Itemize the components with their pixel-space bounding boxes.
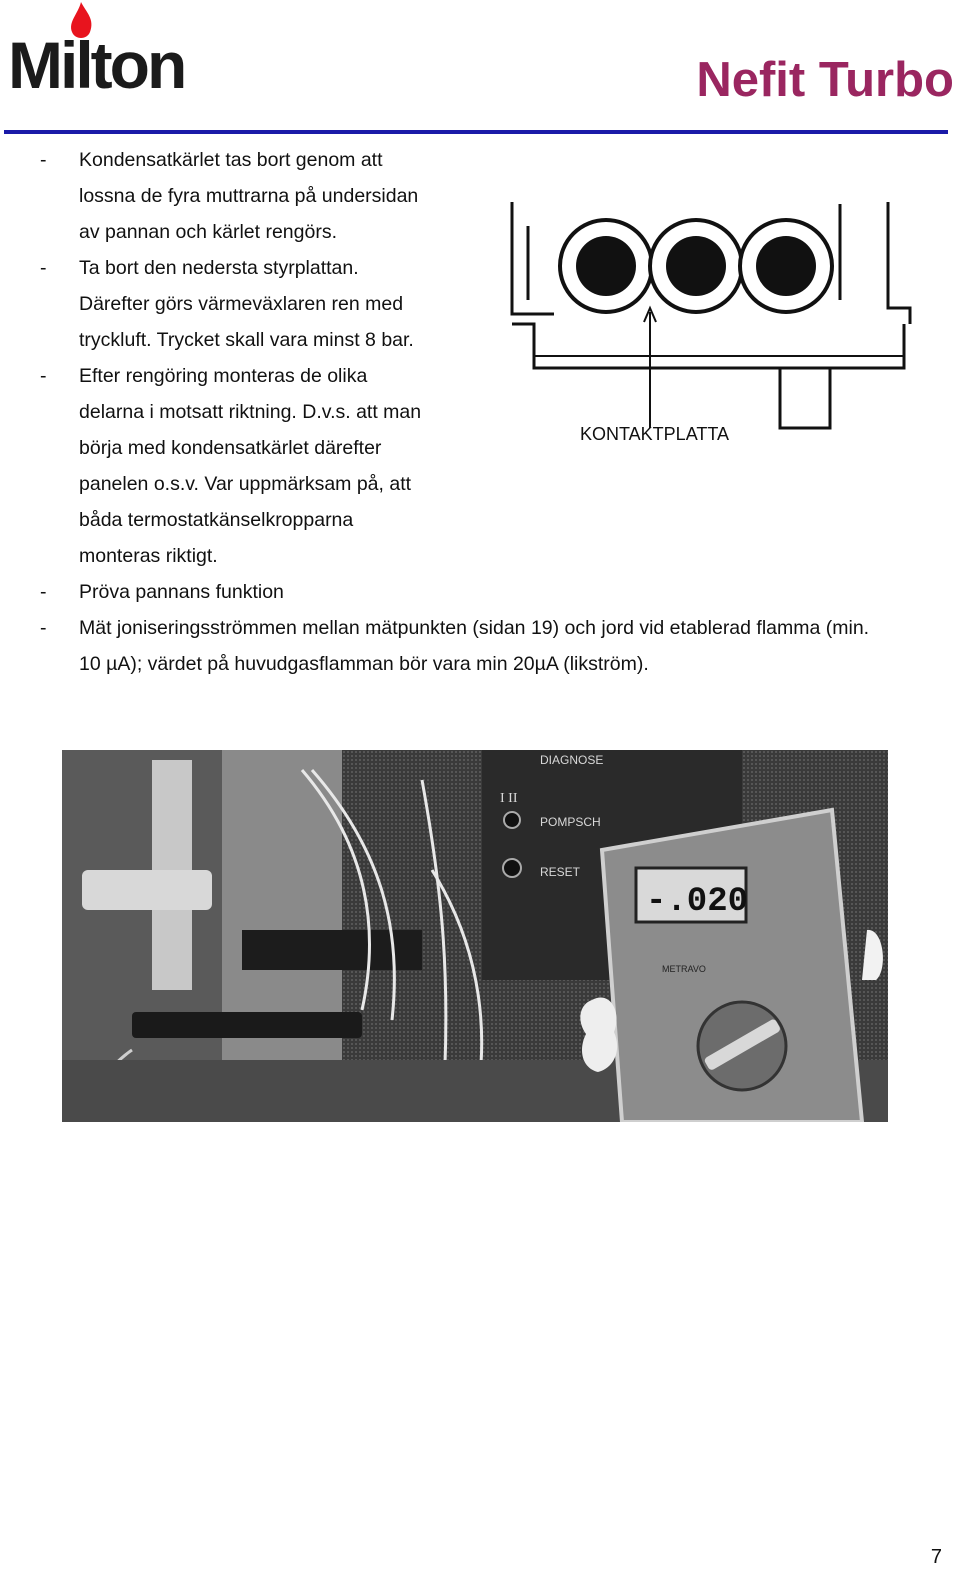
bullet-line: tryckluft. Trycket skall vara minst 8 bar. bbox=[79, 329, 414, 351]
bullet-line: monteras riktigt. bbox=[79, 545, 218, 567]
bullet-line: Pröva pannans funktion bbox=[79, 581, 284, 603]
multimeter-brand: METRAVO bbox=[662, 964, 706, 974]
bullet-line: Efter rengöring monteras de olika bbox=[79, 365, 368, 387]
bullet-line: delarna i motsatt riktning. D.v.s. att man bbox=[79, 401, 422, 423]
bullet-dash: - bbox=[40, 257, 47, 279]
tube-1 bbox=[560, 220, 652, 312]
bullet-line: båda termostatkänselkropparna bbox=[79, 509, 354, 531]
heat-exchanger-drawing bbox=[510, 196, 925, 446]
bullet-line: Kondensatkärlet tas bort genom att bbox=[79, 149, 383, 171]
bullet-line: av pannan och kärlet rengörs. bbox=[79, 221, 337, 243]
multimeter-photo bbox=[62, 750, 888, 1122]
reset-button bbox=[503, 859, 521, 877]
panel-label-reset: RESET bbox=[540, 865, 581, 879]
panel-label-diagnose: DIAGNOSE bbox=[540, 753, 604, 767]
bullet-line: panelen o.s.v. Var uppmärksam på, att bbox=[79, 473, 412, 495]
bullet-dash: - bbox=[40, 581, 47, 603]
header-rule bbox=[4, 130, 948, 134]
bullet-dash: - bbox=[40, 617, 47, 639]
bullet-line: Ta bort den nedersta styrplattan. bbox=[79, 257, 359, 279]
multimeter-reading: -.020 bbox=[646, 883, 749, 921]
bullet-line: börja med kondensatkärlet därefter bbox=[79, 437, 382, 459]
tube-3 bbox=[740, 220, 832, 312]
bullet-line: Därefter görs värmeväxlaren ren med bbox=[79, 293, 404, 315]
bullet-line: 10 µA); värdet på huvudgasflamman bör vara min 20µA (likström). bbox=[79, 653, 649, 675]
kontaktplatta-label: KONTAKTPLATTA bbox=[580, 424, 730, 444]
milton-logo bbox=[8, 2, 240, 102]
bullet-dash: - bbox=[40, 149, 47, 171]
bullet-dash: - bbox=[40, 365, 47, 387]
panel-label-pomp: POMPSCH bbox=[540, 815, 601, 829]
panel-knob-1 bbox=[504, 812, 520, 828]
bullet-line: Mät joniseringsströmmen mellan mätpunkten (sidan 19) och jord vid etablerad flamma (min. bbox=[79, 617, 870, 639]
bullet-line: lossna de fyra muttrarna på undersidan bbox=[79, 185, 419, 207]
page-number: 7 bbox=[930, 1546, 942, 1568]
logo-text: Milton bbox=[8, 28, 185, 102]
brand-title: Nefit Turbo bbox=[696, 53, 954, 107]
tube-2 bbox=[650, 220, 742, 312]
multimeter bbox=[602, 810, 862, 1122]
panel-label-roman: I II bbox=[500, 791, 518, 806]
